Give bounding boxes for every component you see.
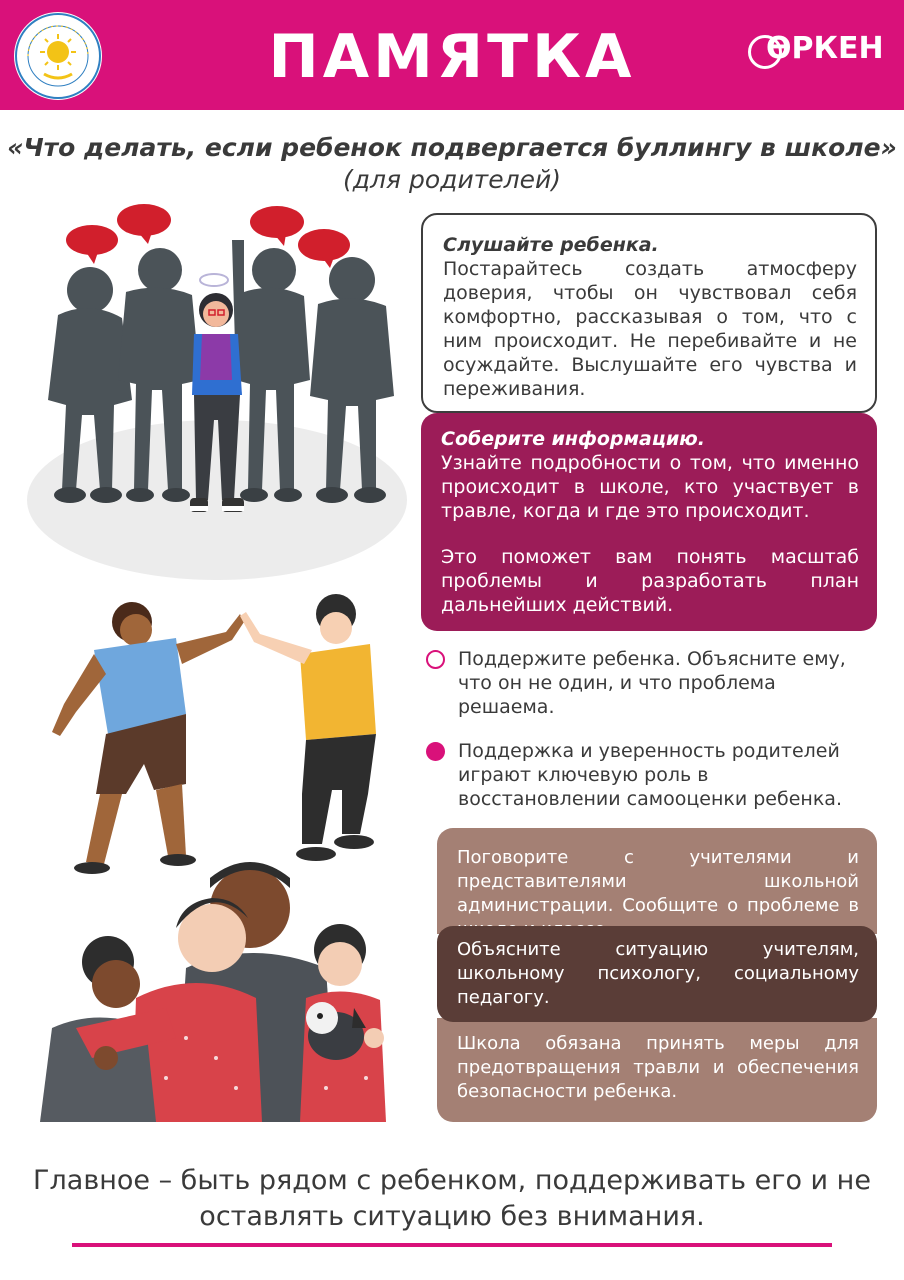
gather-text-2: Это поможет вам понять масштаб проблемы и разработать план дальнейших действий.	[441, 546, 859, 616]
page-title: ПАМЯТКА	[268, 22, 636, 92]
tile-school-obligation: Школа обязана принять меры для предотвращения травли и обеспечения безопасности ребенка.	[437, 1018, 877, 1122]
orken-logo	[748, 30, 884, 90]
bullet-filled-circle-icon	[426, 742, 445, 761]
gather-card	[421, 413, 877, 631]
tile-explain-situation: Объясните ситуацию учителям, школьному психологу, социальному педагогу.	[437, 926, 877, 1022]
header-banner	[0, 0, 904, 110]
document-subtitle: «Что делать, если ребенок подвергается буллингу в школе»	[7, 133, 897, 162]
gather-heading: Соберите информацию.	[441, 428, 705, 450]
family-hug-illustration	[36, 858, 436, 1122]
audience-note: (для родителей)	[342, 165, 561, 194]
bullet-hollow-circle-icon	[426, 650, 445, 669]
listen-text: Постарайтесь создать атмосферу доверия, чтобы он чувствовал себя комфортно, рассказывая о том, что с ним происходит. Не перебивайте и не осуждайте. Выслушайте его чувства и переживания.	[443, 258, 857, 400]
listen-heading: Слушайте ребенка.	[443, 234, 659, 256]
listen-card	[421, 213, 877, 413]
footer-divider	[72, 1243, 832, 1247]
footer-message: Главное – быть рядом с ребенком, поддерживать его и не оставлять ситуацию без внимания.	[33, 1165, 871, 1232]
bullying-group-illustration	[22, 200, 412, 590]
tile-talk-to-teachers: Поговорите с учителями и представителями школьной администрации. Сообщите о проблеме в	[437, 828, 877, 934]
gather-text: Узнайте подробности о том, что именно происходит в школе, кто участвует в травле, когда и где это происходит.	[441, 452, 859, 522]
bullet-support-text: Поддержите ребенка. Объясните ему, что он не один, и что проблема решаема.	[458, 648, 846, 718]
bullet-confidence	[426, 739, 866, 811]
logo-wordmark: ӨРКЕН	[766, 31, 884, 66]
bullet-confidence-text: Поддержка и уверенность родителей играют ключевую роль в восстановлении самооценки ребенка.	[458, 740, 842, 810]
high-five-illustration	[36, 594, 396, 884]
bullet-support	[426, 647, 866, 719]
school-actions-stack	[437, 828, 877, 1122]
